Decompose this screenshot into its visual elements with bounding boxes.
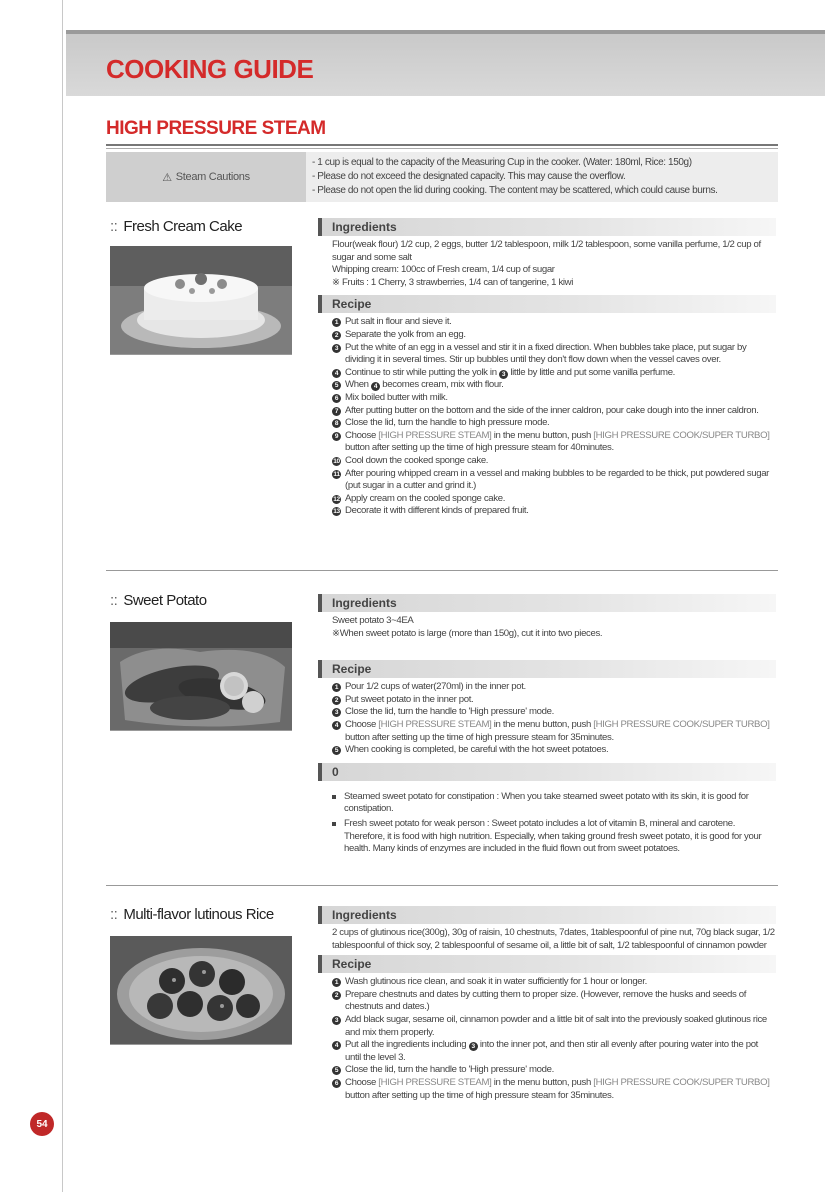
section-rule [106, 144, 778, 146]
header-banner [66, 30, 825, 96]
step-text: Continue to stir while putting the yolk in [345, 366, 499, 378]
caution-line: - 1 cup is equal to the capacity of the Measuring Cup in the cooker. (Water: 180ml, Rice: 150g) [312, 157, 692, 168]
step-text: Decorate it with different kinds of prepared fruit. [345, 505, 529, 517]
recipe-step [332, 976, 776, 989]
recipe-step [332, 430, 776, 455]
step-number-icon: 1 [332, 318, 341, 327]
recipe-steps [318, 976, 776, 1102]
tip-heading: 0 [318, 763, 776, 781]
sweet-potato-photo-image [110, 622, 292, 730]
step-text: After pouring whipped cream in a vessel and making bubbles to be regarded to be thick, put powdered sugar (put sugar in a cutter and grind it.) [345, 467, 770, 492]
step-text: Add black sugar, sesame oil, cinnamon powder and a little bit of salt into the previously soaked glutinous rice and mix them properly. [345, 1013, 767, 1038]
recipe-step [332, 744, 776, 757]
step-number-icon: 7 [332, 407, 341, 416]
recipe-step [332, 1077, 776, 1102]
ingredient-line: ※ Fruits : 1 Cherry, 3 strawberries, 1/4 can of tangerine, 1 kiwi [332, 276, 574, 288]
recipe-step [332, 989, 776, 1014]
caution-line: - Please do not exceed the designated capacity. This may cause the overflow. [312, 171, 626, 182]
bullet-square-icon [332, 822, 336, 826]
step-text: When cooking is completed, be careful with the hot sweet potatoes. [345, 744, 609, 756]
recipe-heading: Recipe [318, 295, 776, 313]
step-number-icon: 12 [333, 495, 340, 503]
ingredients-text [318, 927, 776, 952]
warning-icon: ⚠ [162, 171, 172, 184]
tip-list [318, 791, 776, 856]
step-ref-icon: 3 [499, 370, 508, 379]
step-text: Pour 1/2 cups of water(270ml) in the inner pot. [345, 681, 526, 693]
step-number-icon: 4 [332, 369, 341, 378]
sweet-potato-content [318, 594, 776, 858]
step-text: button after setting up the time of high pressure steam for 40minutes. [345, 442, 614, 454]
section-title: HIGH PRESSURE STEAM [106, 118, 326, 139]
step-number-icon: 6 [332, 394, 341, 403]
recipe-step [332, 468, 776, 493]
ingredients-heading: Ingredients [318, 218, 776, 236]
recipe-title-multi-flavor-rice: :: Multi-flavor lutinous Rice [110, 906, 274, 923]
steam-cautions-box [106, 152, 778, 202]
step-number-icon: 5 [332, 1066, 341, 1075]
recipe-heading: Recipe [318, 955, 776, 973]
recipe-step [332, 405, 776, 418]
recipe-step [332, 417, 776, 430]
caution-line: - Please do not open the lid during cooking. The content may be scattered, which could cause burns. [312, 185, 718, 196]
step-text: Prepare chestnuts and dates by cutting them to proper size. (However, remove the husks and seeds of chestnuts and dates.) [345, 988, 747, 1013]
step-number-icon: 3 [332, 1016, 341, 1025]
step-text: Choose [345, 1076, 379, 1088]
step-number-icon: 6 [332, 1079, 341, 1088]
step-text: in the menu button, push [491, 1076, 594, 1088]
step-text: After putting butter on the bottom and the side of the inner caldron, pour cake dough into the inner caldron. [345, 404, 759, 416]
step-number-icon: 2 [332, 991, 341, 1000]
recipe-step [332, 379, 776, 392]
ingredient-line: Flour(weak flour) 1/2 cup, 2 eggs, butter 1/2 tablespoon, milk 1/2 tablespoon, some vanilla perfume, 1/2 cup of sugar and some salt [332, 239, 761, 263]
recipe-step [332, 706, 776, 719]
step-text: in the menu button, push [491, 429, 594, 441]
step-text: button after setting up the time of high pressure steam for 35minutes. [345, 1089, 614, 1101]
left-margin-rule [62, 0, 63, 1192]
step-text: Put salt in flour and sieve it. [345, 316, 452, 328]
recipe-step [332, 505, 776, 518]
photo-sweet-potato [110, 622, 292, 731]
button-name-ref: [HIGH PRESSURE STEAM] [378, 429, 492, 441]
photo-multi-flavor-rice [110, 936, 292, 1045]
step-ref-icon: 3 [469, 1042, 478, 1051]
photo-fresh-cream-cake [110, 246, 292, 355]
step-number-icon: 1 [332, 978, 341, 987]
bullet-square-icon [332, 795, 336, 799]
step-number-icon: 2 [332, 696, 341, 705]
step-text: Choose [345, 718, 379, 730]
step-text: Close the lid, turn the handle to high pressure mode. [345, 417, 550, 429]
button-name-ref: [HIGH PRESSURE COOK/SUPER TURBO] [593, 1076, 770, 1088]
caution-label-box [106, 152, 306, 202]
recipe-step [332, 681, 776, 694]
step-ref-icon: 4 [371, 382, 380, 391]
tip-item: Fresh sweet potato for weak person : Sweet potato includes a lot of vitamin B, mineral and carotene. Therefore, it is food with high nutrition. Especially, when taking ground fresh sweet potato, it is good for your health. Many kinds of enzymes are included in the fluid flown out from sweet potatoes. [332, 818, 776, 856]
step-text: Close the lid, turn the handle to 'High pressure' mode. [345, 1064, 554, 1076]
step-text: in the menu button, push [491, 718, 594, 730]
step-text: Separate the yolk from an egg. [345, 328, 466, 340]
ingredients-heading: Ingredients [318, 594, 776, 612]
step-number-icon: 3 [332, 344, 341, 353]
step-number-icon: 2 [332, 331, 341, 340]
recipe-step [332, 1014, 776, 1039]
step-text: Mix boiled butter with milk. [345, 391, 448, 403]
button-name-ref: [HIGH PRESSURE STEAM] [378, 718, 492, 730]
recipe-heading: Recipe [318, 660, 776, 678]
recipe-step [332, 329, 776, 342]
step-number-icon: 5 [332, 381, 341, 390]
fresh-cream-cake-content [318, 218, 776, 524]
rice-photo-image [110, 936, 292, 1044]
recipe-step [332, 342, 776, 367]
step-text: Close the lid, turn the handle to 'High pressure' mode. [345, 706, 554, 718]
step-text: Put the white of an egg in a vessel and stir it in a fixed direction. When bubbles take place, put sugar by dividing it in several times. Stir up bubbles until they don't flow down when the vessel caves over. [345, 341, 747, 366]
step-number-icon: 3 [332, 708, 341, 717]
recipe-divider [106, 885, 778, 886]
page-number-badge: 54 [30, 1112, 54, 1136]
recipe-step [332, 316, 776, 329]
step-text: button after setting up the time of high pressure steam for 35minutes. [345, 731, 614, 743]
step-text: Put all the ingredients including [345, 1039, 469, 1051]
step-text: Put sweet potato in the inner pot. [345, 693, 474, 705]
step-number-icon: 9 [332, 432, 341, 441]
recipe-steps [318, 316, 776, 518]
recipe-step [332, 694, 776, 707]
ingredients-text [318, 615, 776, 640]
recipe-step [332, 392, 776, 405]
tip-item: Steamed sweet potato for constipation : When you take steamed sweet potato with its skin, it is good for constipation. [332, 791, 776, 816]
section-rule-thin [106, 148, 778, 149]
ingredients-text [318, 239, 776, 289]
step-text: Apply cream on the cooled sponge cake. [345, 492, 506, 504]
button-name-ref: [HIGH PRESSURE STEAM] [378, 1076, 492, 1088]
button-name-ref: [HIGH PRESSURE COOK/SUPER TURBO] [593, 429, 770, 441]
step-text: When [345, 379, 371, 391]
recipe-step [332, 1039, 776, 1064]
recipe-divider [106, 570, 778, 571]
recipe-step [332, 719, 776, 744]
step-number-icon: 5 [332, 746, 341, 755]
step-number-icon: 1 [332, 683, 341, 692]
recipe-step [332, 493, 776, 506]
step-text: little by little and put some vanilla perfume. [508, 366, 675, 378]
step-text: Choose [345, 429, 379, 441]
step-number-icon: 10 [333, 457, 340, 465]
step-number-icon: 8 [332, 419, 341, 428]
multi-flavor-rice-content [318, 906, 776, 1108]
button-name-ref: [HIGH PRESSURE COOK/SUPER TURBO] [593, 718, 770, 730]
cake-photo-image [110, 246, 292, 354]
caution-label: Steam Cautions [175, 171, 250, 183]
recipe-step [332, 367, 776, 380]
recipe-steps [318, 681, 776, 757]
page-title: COOKING GUIDE [106, 54, 314, 84]
ingredient-line: Sweet potato 3~4EA [332, 615, 414, 626]
recipe-title-fresh-cream-cake: :: Fresh Cream Cake [110, 218, 243, 235]
step-number-icon: 4 [332, 721, 341, 730]
ingredient-line: Whipping cream: 100cc of Fresh cream, 1/4 cup of sugar [332, 264, 555, 276]
caution-lines [312, 156, 718, 198]
recipe-step [332, 1064, 776, 1077]
step-number-icon: 13 [333, 508, 340, 516]
step-text: becomes cream, mix with flour. [379, 379, 504, 391]
ingredient-line: 2 cups of glutinous rice(300g), 30g of raisin, 10 chestnuts, 7dates, 1tablespoonful of pine nut, 70g black sugar, 1/2 tablespoonful of thick soy, 2 tablespoonful of sesame oil, a little bit of salt, 1/2 tablespoonful of cinnamon powder [332, 927, 775, 951]
ingredient-line: ※When sweet potato is large (more than 150g), cut it into two pieces. [332, 627, 603, 639]
step-number-icon: 4 [332, 1041, 341, 1050]
step-text: Wash glutinous rice clean, and soak it in water sufficiently for 1 hour or longer. [345, 976, 647, 988]
recipe-step [332, 455, 776, 468]
step-number-icon: 11 [333, 470, 340, 478]
step-text: Cool down the cooked sponge cake. [345, 454, 489, 466]
recipe-title-sweet-potato: :: Sweet Potato [110, 592, 207, 609]
ingredients-heading: Ingredients [318, 906, 776, 924]
step-text: into the inner pot, and then stir all evenly after pouring water into the pot until the level 3. [345, 1039, 759, 1063]
